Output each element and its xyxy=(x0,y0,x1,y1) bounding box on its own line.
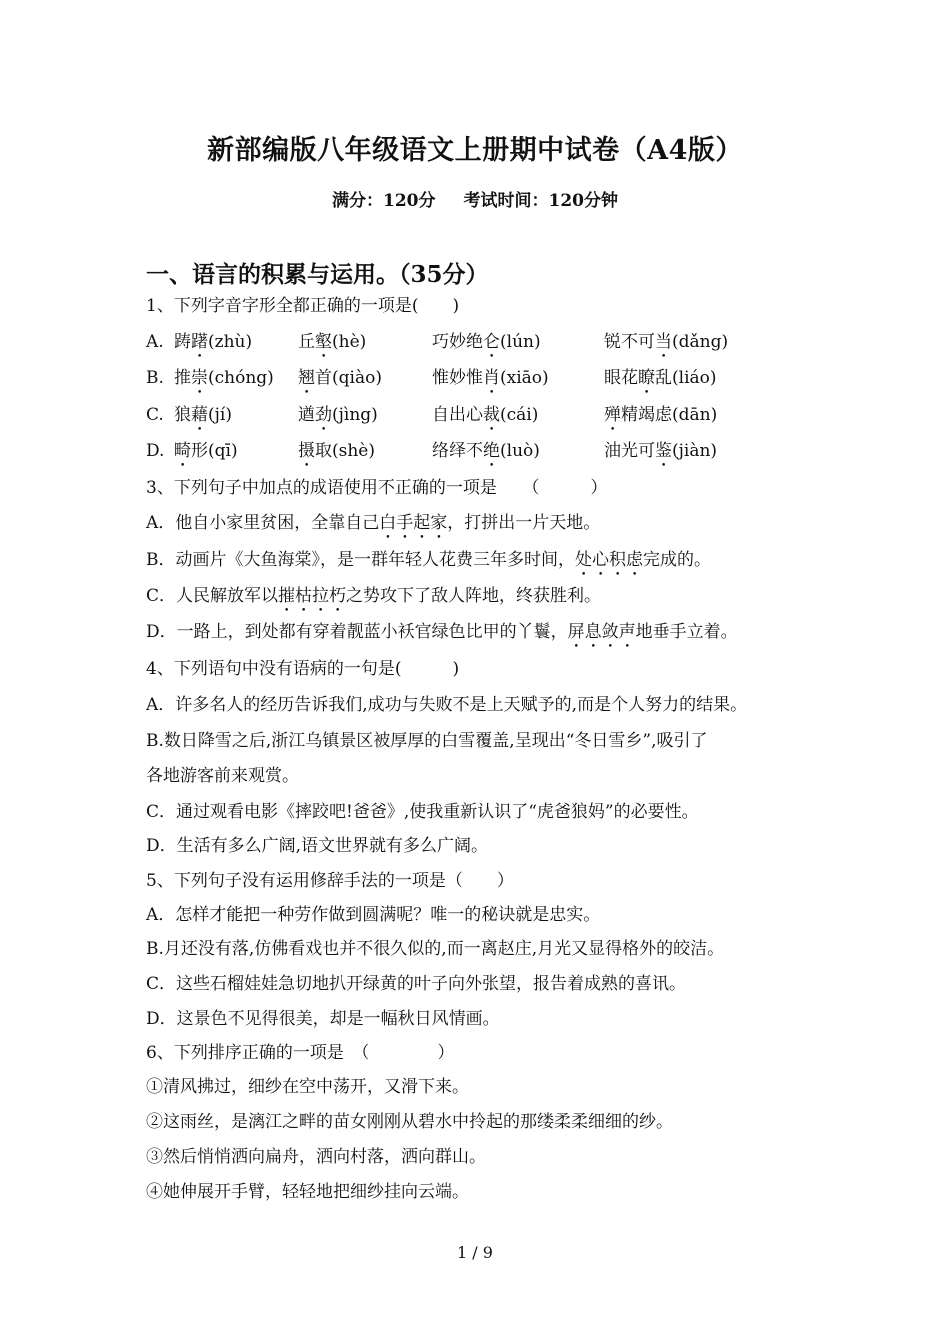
q5-option-c: C．这些石榴娃娃急切地扒开绿黄的叶子向外张望，报告着成熟的喜讯。 xyxy=(146,974,687,994)
question-3-stem: 3、下列句子中加点的成语使用不正确的一项是 （ ） xyxy=(146,478,608,498)
q3-option-a: A．他自小家里贫困，全靠自己白手起家，打拼出一片天地。 xyxy=(146,513,601,533)
q6-sentence-3: ③然后悄悄洒向扁舟，洒向村落，洒向群山。 xyxy=(146,1147,486,1167)
question-6-stem: 6、下列排序正确的一项是 （ ） xyxy=(146,1043,455,1063)
word-item: 油光可鉴(jiàn) xyxy=(604,441,718,461)
q5-option-b: B.月还没有落,仿佛看戏也并不很久似的,而一离赵庄,月光又显得格外的皎洁。 xyxy=(146,939,725,959)
word-item: 巧妙绝仑(lún) xyxy=(432,332,541,352)
word-item: 丘壑(hè) xyxy=(298,332,367,352)
q4-option-a: A．许多名人的经历告诉我们,成功与失败不是上天赋予的,而是个人努力的结果。 xyxy=(146,695,748,715)
exam-time: 考试时间：120分钟 xyxy=(463,191,618,211)
option-label: B. xyxy=(146,368,164,388)
word-item: 络绎不绝(luò) xyxy=(432,441,540,461)
q6-sentence-1: ①清风拂过，细纱在空中荡开，又滑下来。 xyxy=(146,1077,469,1097)
page-title: 新部编版八年级语文上册期中试卷（A4版） xyxy=(207,135,743,166)
full-score: 满分：120分 xyxy=(332,191,436,211)
q3-option-d: D．一路上，到处都有穿着靓蓝小袄官绿色比甲的丫鬟，屏息敛声地垂手立着。 xyxy=(146,622,738,642)
option-label: C. xyxy=(146,405,164,425)
word-item: 锐不可当(dǎng) xyxy=(604,332,729,352)
q3-option-c: C．人民解放军以摧枯拉朽之势攻下了敌人阵地，终获胜利。 xyxy=(146,586,602,606)
word-item: 殚精竭虑(dān) xyxy=(604,405,718,425)
q3-option-b: B．动画片《大鱼海棠》，是一群年轻人花费三年多时间，处心积虑完成的。 xyxy=(146,550,711,570)
q5-option-d: D．这景色不见得很美，却是一幅秋日风情画。 xyxy=(146,1009,500,1029)
word-item: 惟妙惟肖(xiāo) xyxy=(432,368,549,388)
q6-sentence-2: ②这雨丝，是漓江之畔的苗女刚刚从碧水中拎起的那缕柔柔细细的纱。 xyxy=(146,1112,673,1132)
q4-option-b-line2: 各地游客前来观赏。 xyxy=(146,766,299,786)
question-5-stem: 5、下列句子没有运用修辞手法的一项是（ ） xyxy=(146,871,514,891)
section-heading: 一、语言的积累与运用。（35分） xyxy=(146,261,489,288)
q4-option-d: D．生活有多么广阔,语文世界就有多么广阔。 xyxy=(146,836,489,856)
q6-sentence-4: ④她伸展开手臂，轻轻地把细纱挂向云端。 xyxy=(146,1182,469,1202)
option-label: A. xyxy=(146,332,164,352)
word-item: 摄取(shè) xyxy=(298,441,375,461)
word-item: 推崇(chóng) xyxy=(174,368,274,388)
page-number: 1 / 9 xyxy=(457,1243,493,1262)
word-item: 自出心裁(cái) xyxy=(432,405,539,425)
word-item: 眼花瞭乱(liáo) xyxy=(604,368,717,388)
word-item: 遒劲(jìng) xyxy=(298,405,378,425)
exam-info xyxy=(0,186,950,211)
question-4-stem: 4、下列语句中没有语病的一句是( ) xyxy=(146,659,460,679)
option-label: D. xyxy=(146,441,165,461)
q5-option-a: A．怎样才能把一种劳作做到圆满呢？唯一的秘诀就是忠实。 xyxy=(146,905,601,925)
word-item: 踌躇(zhù) xyxy=(174,332,253,352)
question-1-stem: 1、下列字音字形全都正确的一项是( ) xyxy=(146,296,460,316)
q4-option-b-line1: B.数日降雪之后,浙江乌镇景区被厚厚的白雪覆盖,呈现出“冬日雪乡”,吸引了 xyxy=(146,731,708,751)
word-item: 狼藉(jí) xyxy=(174,405,232,425)
word-item: 翘首(qiào) xyxy=(298,368,382,388)
q4-option-c: C．通过观看电影《摔跤吧!爸爸》,使我重新认识了“虎爸狼妈”的必要性。 xyxy=(146,802,699,822)
word-item: 畸形(qī) xyxy=(174,441,238,461)
